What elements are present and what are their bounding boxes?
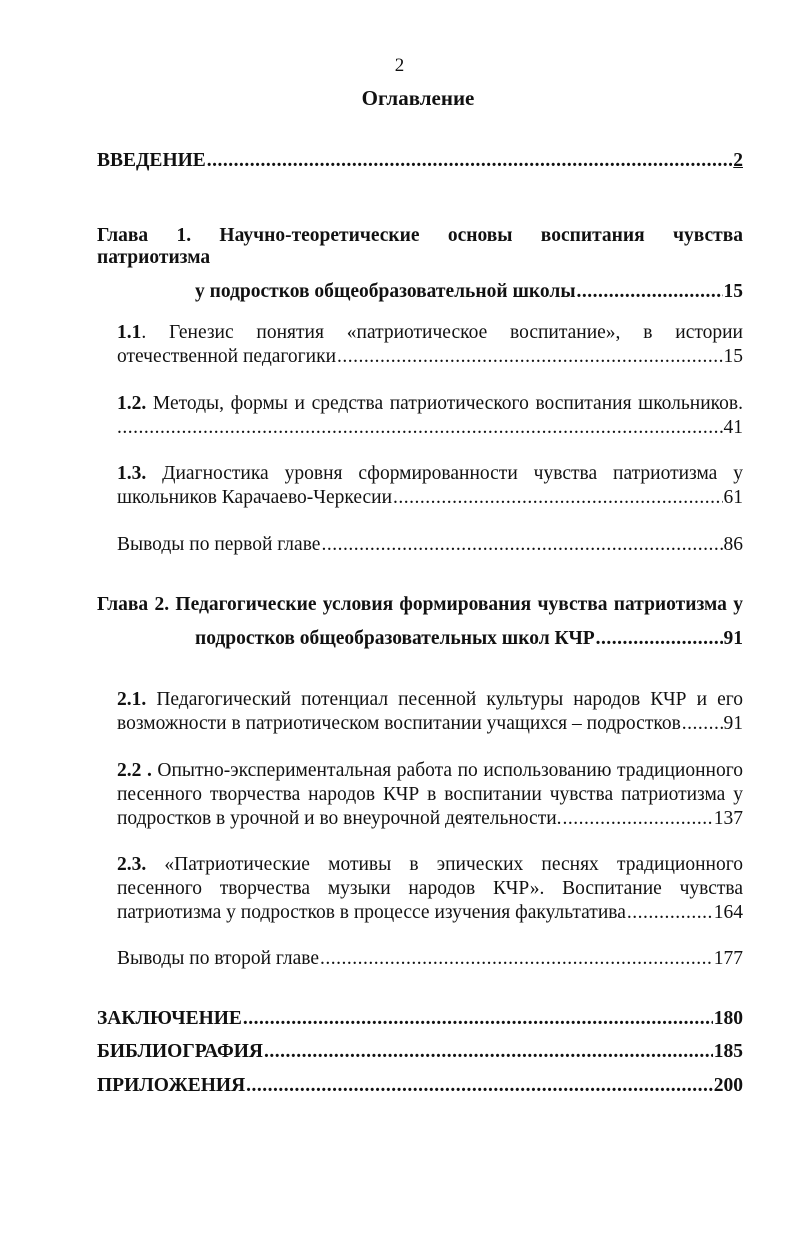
toc-entry-section-2-1[interactable] [117, 688, 743, 736]
section-number: 2.3. [117, 854, 147, 875]
toc-label: . Генезис понятия «патриотическое воспитание», в истории [141, 322, 743, 343]
dot-leader [246, 1075, 713, 1097]
toc-label: ЗАКЛЮЧЕНИЕ [97, 1008, 242, 1029]
dot-leader [682, 712, 723, 736]
section-number: 1.2. [117, 393, 147, 414]
toc-entry-section-2-2[interactable] [117, 759, 743, 831]
dot-leader [563, 807, 713, 831]
page-title: Оглавление [361, 86, 475, 110]
dot-leader [321, 533, 722, 557]
toc-label: Выводы по второй главе [117, 948, 320, 969]
toc-page: 61 [723, 487, 743, 508]
toc-page: 91 [723, 628, 743, 649]
toc-label-cont: подростков общеобразовательных школ КЧР [195, 628, 595, 649]
toc-entry-chapter-2[interactable] [97, 594, 743, 650]
dot-leader [243, 1008, 713, 1030]
toc-page: 86 [723, 534, 743, 555]
toc-page: 185 [713, 1041, 743, 1062]
toc-page: 164 [713, 902, 743, 923]
toc-label-cont: песенного творчества народов КЧР в воспитании чувства патриотизма у [117, 784, 743, 805]
dot-leader [577, 281, 723, 303]
toc-page: 137 [713, 808, 743, 829]
toc-entry-chapter-1[interactable] [97, 225, 743, 303]
toc-page: 15 [723, 281, 743, 302]
section-number: 2.2 . [117, 760, 152, 781]
toc-entry-conclusion[interactable] [97, 1008, 743, 1030]
toc-entry-appendices[interactable] [97, 1075, 743, 1097]
toc-entry-section-1-3[interactable] [117, 462, 743, 510]
toc-label-cont: песенного творчества музыки народов КЧР». Воспитание чувства [117, 878, 743, 899]
toc-page: 15 [723, 346, 743, 367]
toc-label: Выводы по первой главе [117, 534, 321, 555]
toc-label: Методы, формы и средства патриотического воспитания школьников. [146, 393, 743, 414]
toc-entry-conclusions-ch2[interactable] [117, 947, 743, 971]
toc-page: 91 [723, 713, 743, 734]
toc-entry-bibliography[interactable] [97, 1041, 743, 1063]
toc-page: 177 [713, 948, 743, 969]
toc-label-cont: школьников Карачаево-Черкесии [117, 487, 392, 508]
toc-page: 180 [713, 1008, 743, 1029]
toc-entry-introduction[interactable] [97, 150, 743, 172]
dot-leader [337, 345, 722, 369]
toc-entry-section-1-1[interactable] [117, 321, 743, 369]
toc-label: Глава 1. Научно-теоретические основы воспитания чувства патриотизма [97, 225, 743, 268]
toc-label: Педагогический потенциал песенной культуры народов КЧР и его [146, 689, 743, 710]
toc-entry-conclusions-ch1[interactable] [117, 533, 743, 557]
dot-leader [264, 1041, 713, 1063]
toc-label-cont: отечественной педагогики [117, 346, 337, 367]
dot-leader [393, 486, 723, 510]
dot-leader [596, 628, 723, 650]
toc-page: 41 [723, 417, 743, 438]
toc-entry-section-2-3[interactable] [117, 853, 743, 925]
dot-leader [320, 947, 713, 971]
section-number: 2.1. [117, 689, 147, 710]
toc-label: Опытно-экспериментальная работа по использованию традиционного [151, 760, 743, 781]
toc-label-cont: патриотизма у подростков в процессе изучения факультатива [117, 902, 626, 923]
page-number: 2 [394, 55, 405, 76]
toc-entry-section-1-2[interactable] [117, 392, 743, 440]
toc-label-cont: возможности в патриотическом воспитании учащихся – подростков [117, 713, 681, 734]
section-number: 1.3. [117, 463, 147, 484]
toc-label: ВВЕДЕНИЕ [97, 150, 206, 171]
dot-leader [627, 901, 713, 925]
dot-leader [207, 150, 732, 172]
toc-label-cont: у подростков общеобразовательной школы [195, 281, 576, 302]
toc-page: 2 [733, 150, 743, 171]
toc-label: БИБЛИОГРАФИЯ [97, 1041, 264, 1062]
toc-label: «Патриотические мотивы в эпических песнях традиционного [146, 854, 743, 875]
toc-label: Глава 2. Педагогические условия формирования чувства патриотизма у [97, 594, 743, 615]
toc-label: Диагностика уровня сформированности чувства патриотизма у [146, 463, 743, 484]
toc-page: 200 [713, 1075, 743, 1096]
toc-label: ПРИЛОЖЕНИЯ [97, 1075, 246, 1096]
dot-leader [117, 416, 723, 440]
section-number: 1.1 [117, 322, 142, 343]
toc-label-cont: подростков в урочной и во внеурочной деятельности. [117, 808, 562, 829]
